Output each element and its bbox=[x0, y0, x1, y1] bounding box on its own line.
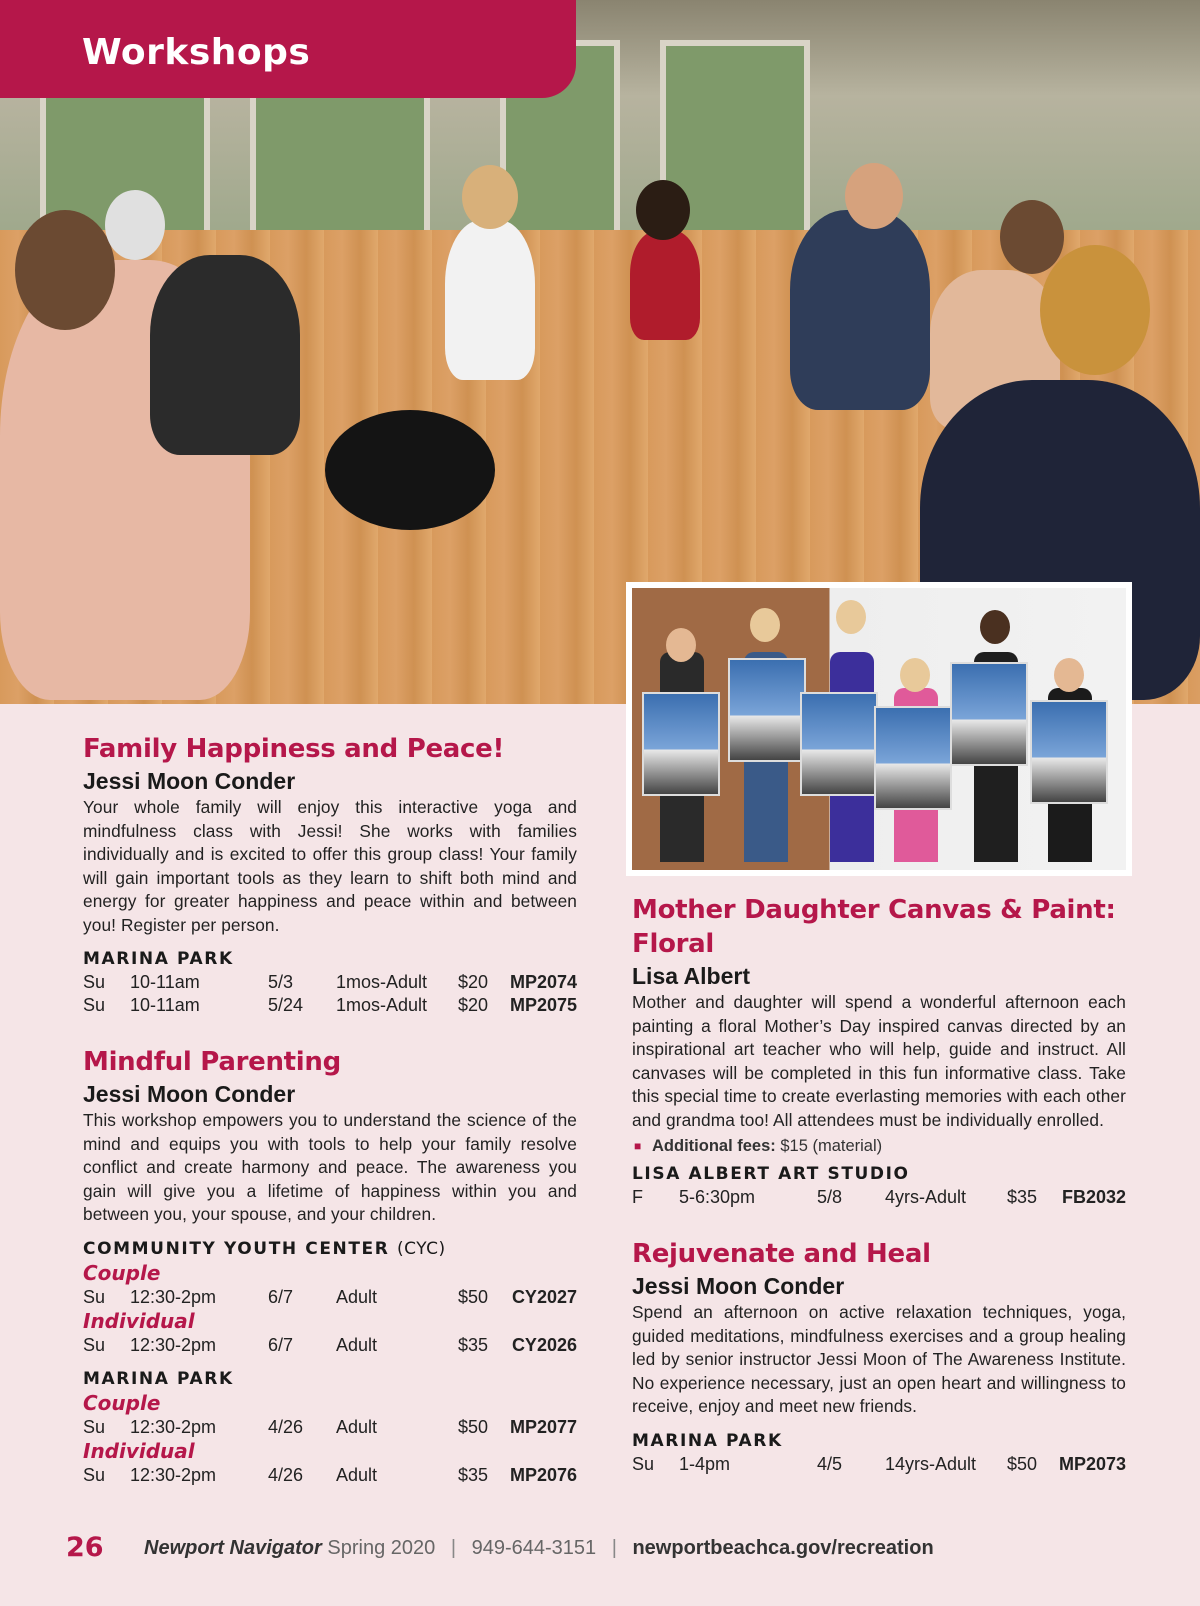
class-age: 14yrs-Adult bbox=[885, 1453, 977, 1474]
class-row bbox=[83, 994, 577, 1017]
course-title-line2: Floral bbox=[632, 929, 715, 959]
class-time: 1-4pm bbox=[679, 1453, 731, 1474]
hero-person bbox=[445, 220, 535, 380]
inset-canvas bbox=[800, 692, 878, 796]
course-instructor: Jessi Moon Conder bbox=[83, 1081, 296, 1107]
inset-person-head bbox=[666, 628, 696, 662]
fee-value: $15 (material) bbox=[780, 1137, 883, 1155]
course-mindful-parenting bbox=[83, 1045, 577, 1487]
class-age: Adult bbox=[336, 1334, 378, 1355]
class-age: 1mos-Adult bbox=[336, 972, 428, 992]
class-date: 6/7 bbox=[268, 1286, 294, 1307]
course-title-line1: Mother Daughter Canvas & Paint: bbox=[632, 895, 1116, 925]
footer-separator: | bbox=[611, 1537, 617, 1559]
section-title: Workshops bbox=[82, 32, 311, 73]
hero-person-head bbox=[15, 210, 115, 330]
hero-person bbox=[630, 230, 700, 340]
class-date: 6/7 bbox=[268, 1334, 294, 1355]
inset-person-head bbox=[750, 608, 780, 642]
fee-label: Additional fees: bbox=[652, 1137, 776, 1155]
section-tab bbox=[0, 0, 576, 98]
class-code: MP2075 bbox=[509, 995, 577, 1015]
group-label: Couple bbox=[83, 1390, 161, 1415]
class-age: 1mos-Adult bbox=[336, 995, 428, 1015]
class-date: 5/3 bbox=[268, 972, 294, 992]
magazine-name: Newport Navigator bbox=[144, 1537, 322, 1559]
inset-person-head bbox=[900, 658, 930, 692]
class-age: Adult bbox=[336, 1416, 378, 1437]
class-row bbox=[632, 1453, 1126, 1476]
class-row bbox=[83, 1416, 577, 1439]
class-day: F bbox=[632, 1187, 643, 1207]
page-footer bbox=[66, 1528, 1146, 1568]
inset-canvas bbox=[728, 658, 806, 762]
class-code: MP2076 bbox=[509, 1464, 577, 1485]
hero-person bbox=[790, 210, 930, 410]
group-label: Couple bbox=[83, 1260, 161, 1285]
inset-photo-painting-class bbox=[632, 588, 1126, 870]
class-price: $50 bbox=[458, 1416, 489, 1437]
class-date: 4/26 bbox=[268, 1416, 304, 1437]
location-abbr: (CYC) bbox=[397, 1238, 446, 1259]
class-price: $20 bbox=[458, 995, 489, 1015]
class-day: Su bbox=[83, 1286, 106, 1307]
location-heading: MARINA PARK bbox=[83, 949, 234, 969]
course-mother-daughter-canvas bbox=[632, 893, 1126, 1209]
class-time: 10-11am bbox=[130, 995, 200, 1015]
class-day: Su bbox=[83, 972, 106, 992]
class-time: 12:30-2pm bbox=[130, 1416, 217, 1437]
hero-person-head bbox=[462, 165, 518, 229]
class-time: 5-6:30pm bbox=[679, 1187, 756, 1207]
class-code: CY2027 bbox=[511, 1286, 577, 1307]
additional-fees bbox=[632, 1134, 1126, 1158]
inset-person-head bbox=[836, 600, 866, 634]
inset-photo-frame bbox=[626, 582, 1132, 876]
footer-separator: | bbox=[450, 1537, 457, 1559]
class-day: Su bbox=[83, 1334, 106, 1355]
class-date: 5/24 bbox=[268, 995, 304, 1015]
class-code: MP2074 bbox=[509, 972, 577, 992]
location-heading: LISA ALBERT ART STUDIO bbox=[632, 1164, 910, 1184]
class-age: Adult bbox=[336, 1286, 378, 1307]
class-row bbox=[83, 971, 577, 994]
course-description: This workshop empowers you to understand the science of the mind and equips you with tools to help your family resolve conflict and create harmony and peace. The awareness you gain will give you a lifetime of happiness within you and between you, your spouse, and your children. bbox=[83, 1110, 577, 1224]
class-code: FB2032 bbox=[1061, 1187, 1126, 1207]
inset-canvas bbox=[1030, 700, 1108, 804]
class-price: $35 bbox=[458, 1464, 489, 1485]
hero-person-head bbox=[845, 163, 903, 229]
bullet-square-icon: ■ bbox=[634, 1139, 642, 1153]
class-time: 12:30-2pm bbox=[130, 1334, 217, 1355]
inset-canvas bbox=[874, 706, 952, 810]
class-time: 10-11am bbox=[130, 972, 200, 992]
course-instructor: Jessi Moon Conder bbox=[632, 1273, 845, 1299]
class-price: $35 bbox=[1007, 1187, 1038, 1207]
course-instructor: Jessi Moon Conder bbox=[83, 768, 296, 794]
class-row bbox=[632, 1186, 1126, 1209]
location-heading bbox=[83, 1237, 577, 1261]
course-description: Your whole family will enjoy this interactive yoga and mindfulness class with Jessi! She works with families individually and is excited to offer this group class! Your family will gain important tools as they learn to shift both mind and energy for greater happiness and peace within and between you! Register per person. bbox=[83, 797, 577, 935]
course-title: Family Happiness and Peace! bbox=[83, 734, 505, 764]
course-rejuvenate-heal bbox=[632, 1237, 1126, 1476]
class-day: Su bbox=[83, 995, 106, 1015]
class-day: Su bbox=[83, 1464, 106, 1485]
hero-dog bbox=[325, 410, 495, 530]
magazine-season: Spring 2020 bbox=[327, 1537, 436, 1559]
group-label: Individual bbox=[83, 1308, 195, 1333]
inset-canvas bbox=[642, 692, 720, 796]
class-code: MP2073 bbox=[1058, 1453, 1126, 1474]
course-description: Mother and daughter will spend a wonderful afternoon each painting a floral Mother’s Day inspired canvas directed by an inspirational art teacher who will help, guide and instruct. All canvases will be completed in this fun informative class. Take this special time to create everlasting memories with each other and grandma too! All attendees must be individually enrolled. bbox=[632, 992, 1126, 1130]
class-row bbox=[83, 1286, 577, 1309]
class-code: CY2026 bbox=[511, 1334, 577, 1355]
class-code: MP2077 bbox=[509, 1416, 577, 1437]
class-price: $50 bbox=[1007, 1453, 1038, 1474]
hero-person-head bbox=[105, 190, 165, 260]
class-price: $20 bbox=[458, 972, 489, 992]
page-number: 26 bbox=[66, 1532, 104, 1563]
inset-canvas bbox=[950, 662, 1028, 766]
inset-person-head bbox=[980, 610, 1010, 644]
hero-person-head bbox=[1040, 245, 1150, 375]
left-column bbox=[83, 732, 577, 1487]
right-column bbox=[632, 893, 1126, 1476]
class-day: Su bbox=[632, 1453, 655, 1474]
class-time: 12:30-2pm bbox=[130, 1464, 217, 1485]
class-day: Su bbox=[83, 1416, 106, 1437]
course-title: Rejuvenate and Heal bbox=[632, 1239, 931, 1269]
class-date: 4/5 bbox=[817, 1453, 843, 1474]
class-time: 12:30-2pm bbox=[130, 1286, 217, 1307]
footer-info bbox=[144, 1528, 934, 1568]
hero-person bbox=[150, 255, 300, 455]
class-row bbox=[83, 1334, 577, 1357]
hero-person-head bbox=[636, 180, 690, 240]
location-heading: MARINA PARK bbox=[83, 1368, 234, 1389]
course-family-happiness bbox=[83, 732, 577, 1017]
class-age: Adult bbox=[336, 1464, 378, 1485]
location-heading: MARINA PARK bbox=[632, 1430, 783, 1451]
location-name: COMMUNITY YOUTH CENTER bbox=[83, 1238, 390, 1259]
class-price: $50 bbox=[458, 1286, 489, 1307]
footer-phone[interactable]: 949-644-3151 bbox=[471, 1537, 597, 1559]
footer-url-link[interactable]: newportbeachca.gov/recreation bbox=[632, 1537, 934, 1559]
hero-person-head bbox=[1000, 200, 1064, 274]
class-price: $35 bbox=[458, 1334, 489, 1355]
class-row bbox=[83, 1464, 577, 1487]
course-instructor: Lisa Albert bbox=[632, 963, 751, 989]
class-age: 4yrs-Adult bbox=[885, 1187, 967, 1207]
class-date: 5/8 bbox=[817, 1187, 843, 1207]
group-label: Individual bbox=[83, 1438, 195, 1463]
course-title: Mindful Parenting bbox=[83, 1047, 341, 1077]
inset-person-head bbox=[1054, 658, 1084, 692]
class-date: 4/26 bbox=[268, 1464, 304, 1485]
course-description: Spend an afternoon on active relaxation techniques, yoga, guided meditations, mindfulness exercises and a group healing led by senior instructor Jessi Moon of The Awareness Institute. No experience necessary, just an open heart and willingness to receive, enjoy and meet new friends. bbox=[632, 1302, 1126, 1416]
